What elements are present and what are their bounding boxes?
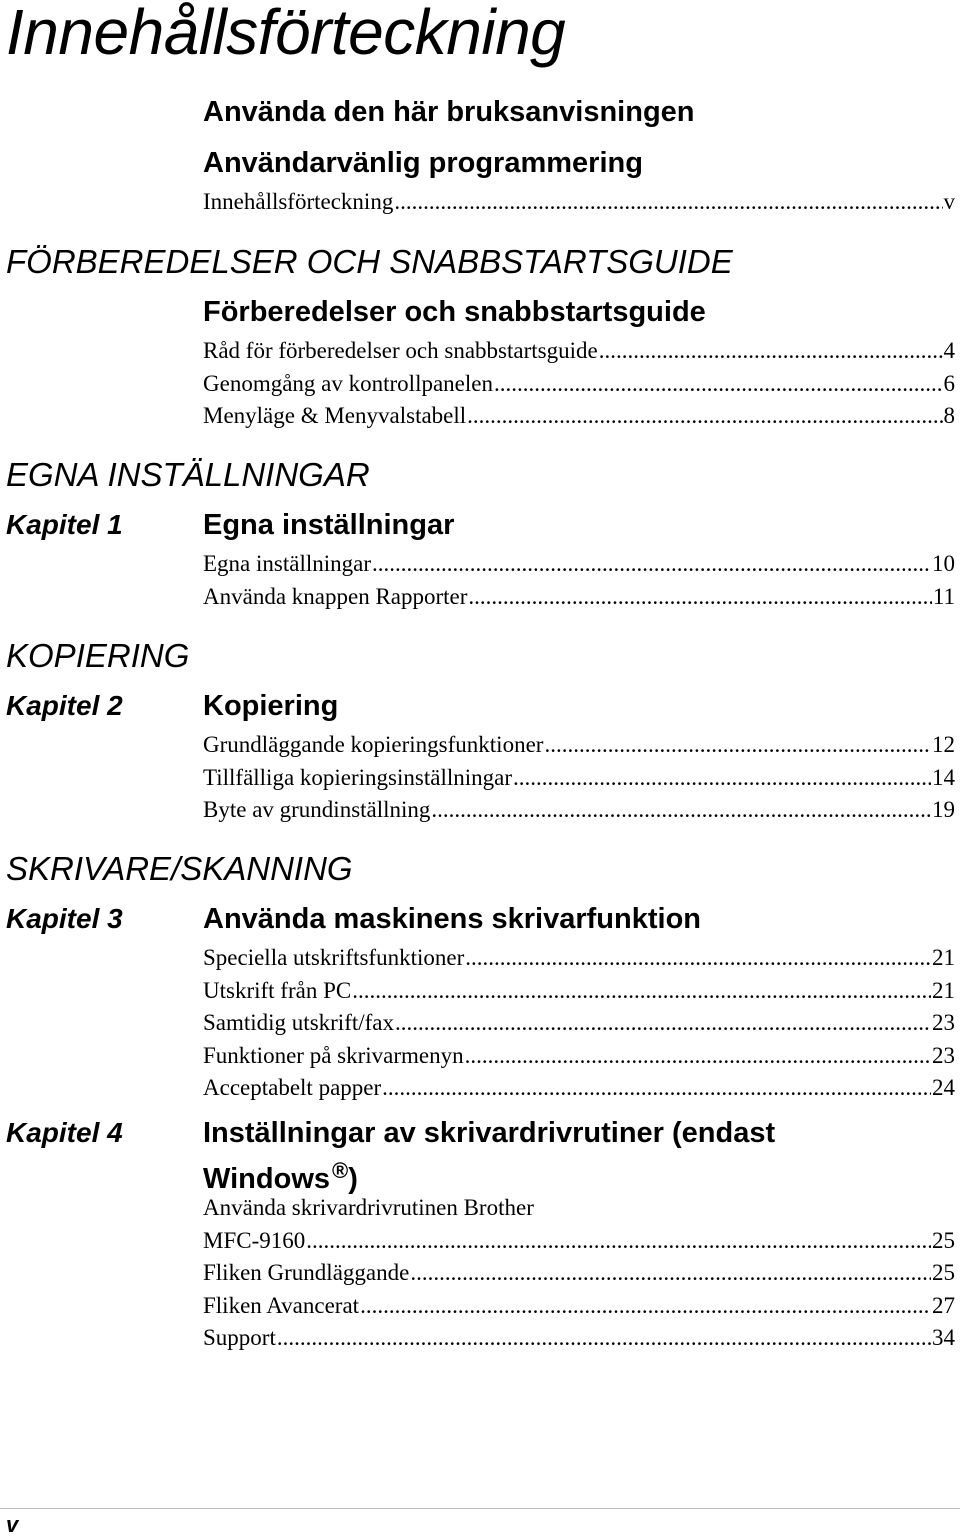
chapter-title-preparations: Förberedelser och snabbstartsguide: [203, 296, 706, 328]
toc-entry[interactable]: Råd för förberedelser och snabbstartsguide ..... 4: [203, 335, 955, 368]
toc-entry[interactable]: MFC-9160 ..... 25: [203, 1225, 955, 1258]
toc-entry[interactable]: Fliken Grundläggande ..... 25: [203, 1257, 955, 1290]
section-title-printer-scanning: SKRIVARE/SKANNING: [6, 850, 353, 887]
toc-entry[interactable]: Utskrift från PC ..... 21: [203, 975, 955, 1008]
toc-entry[interactable]: Support ..... 34: [203, 1322, 955, 1355]
registered-mark: ®: [332, 1158, 349, 1183]
section-title-own-settings: EGNA INSTÄLLNINGAR: [6, 456, 370, 493]
intro-toc-list: [203, 186, 955, 219]
toc-entry[interactable]: Tillfälliga kopieringsinställningar ..... 14: [203, 762, 955, 795]
toc-entry[interactable]: Samtidig utskrift/fax ..... 23: [203, 1007, 955, 1040]
toc-entry[interactable]: Innehållsförteckning ..... v: [203, 186, 955, 219]
toc-entry[interactable]: Genomgång av kontrollpanelen ..... 6: [203, 368, 955, 401]
chapter-label-1: Kapitel 1: [6, 509, 123, 540]
toc-list-preparations: [203, 335, 955, 433]
page-title: Innehållsförteckning: [6, 0, 566, 68]
toc-list-driver-settings: [203, 1192, 955, 1355]
toc-entry[interactable]: Acceptabelt papper ..... 24: [203, 1072, 955, 1105]
toc-list-printer-function: [203, 942, 955, 1105]
toc-list-copying: [203, 729, 955, 827]
chapter-label-2: Kapitel 2: [6, 690, 123, 721]
chapter-title-own-settings: Egna inställningar: [203, 509, 455, 541]
chapter-title-printer-function: Använda maskinens skrivarfunktion: [203, 903, 701, 935]
section-title-preparations: FÖRBEREDELSER OCH SNABBSTARTSGUIDE: [6, 243, 733, 280]
intro-heading-programming: Användarvänlig programmering: [203, 147, 643, 179]
section-title-copying: KOPIERING: [6, 637, 190, 674]
toc-entry[interactable]: Speciella utskriftsfunktioner ..... 21: [203, 942, 955, 975]
toc-entry-lead[interactable]: Använda skrivardrivrutinen Brother: [203, 1195, 534, 1220]
toc-list-own-settings: [203, 548, 955, 613]
footer-page-number: v: [6, 1512, 19, 1537]
toc-entry[interactable]: Fliken Avancerat ..... 27: [203, 1290, 955, 1323]
toc-entry[interactable]: Byte av grundinställning ..... 19: [203, 794, 955, 827]
chapter-title-line: Inställningar av skrivardrivrutiner (endast: [203, 1117, 776, 1149]
toc-entry[interactable]: Menyläge & Menyvalstabell ..... 8: [203, 400, 955, 433]
toc-entry[interactable]: Använda knappen Rapporter ..... 11: [203, 581, 955, 614]
chapter-title-line: Windows®): [203, 1158, 358, 1195]
chapter-label-3: Kapitel 3: [6, 903, 123, 934]
toc-entry[interactable]: Funktioner på skrivarmenyn ..... 23: [203, 1040, 955, 1073]
footer-divider: [0, 1508, 960, 1509]
chapter-title-copying: Kopiering: [203, 690, 339, 722]
toc-entry[interactable]: Egna inställningar ..... 10: [203, 548, 955, 581]
intro-heading-manual: Använda den här bruksanvisningen: [203, 96, 695, 128]
chapter-title-driver-settings: [203, 1115, 923, 1198]
chapter-label-4: Kapitel 4: [6, 1117, 123, 1148]
toc-entry[interactable]: Grundläggande kopieringsfunktioner ..... 12: [203, 729, 955, 762]
